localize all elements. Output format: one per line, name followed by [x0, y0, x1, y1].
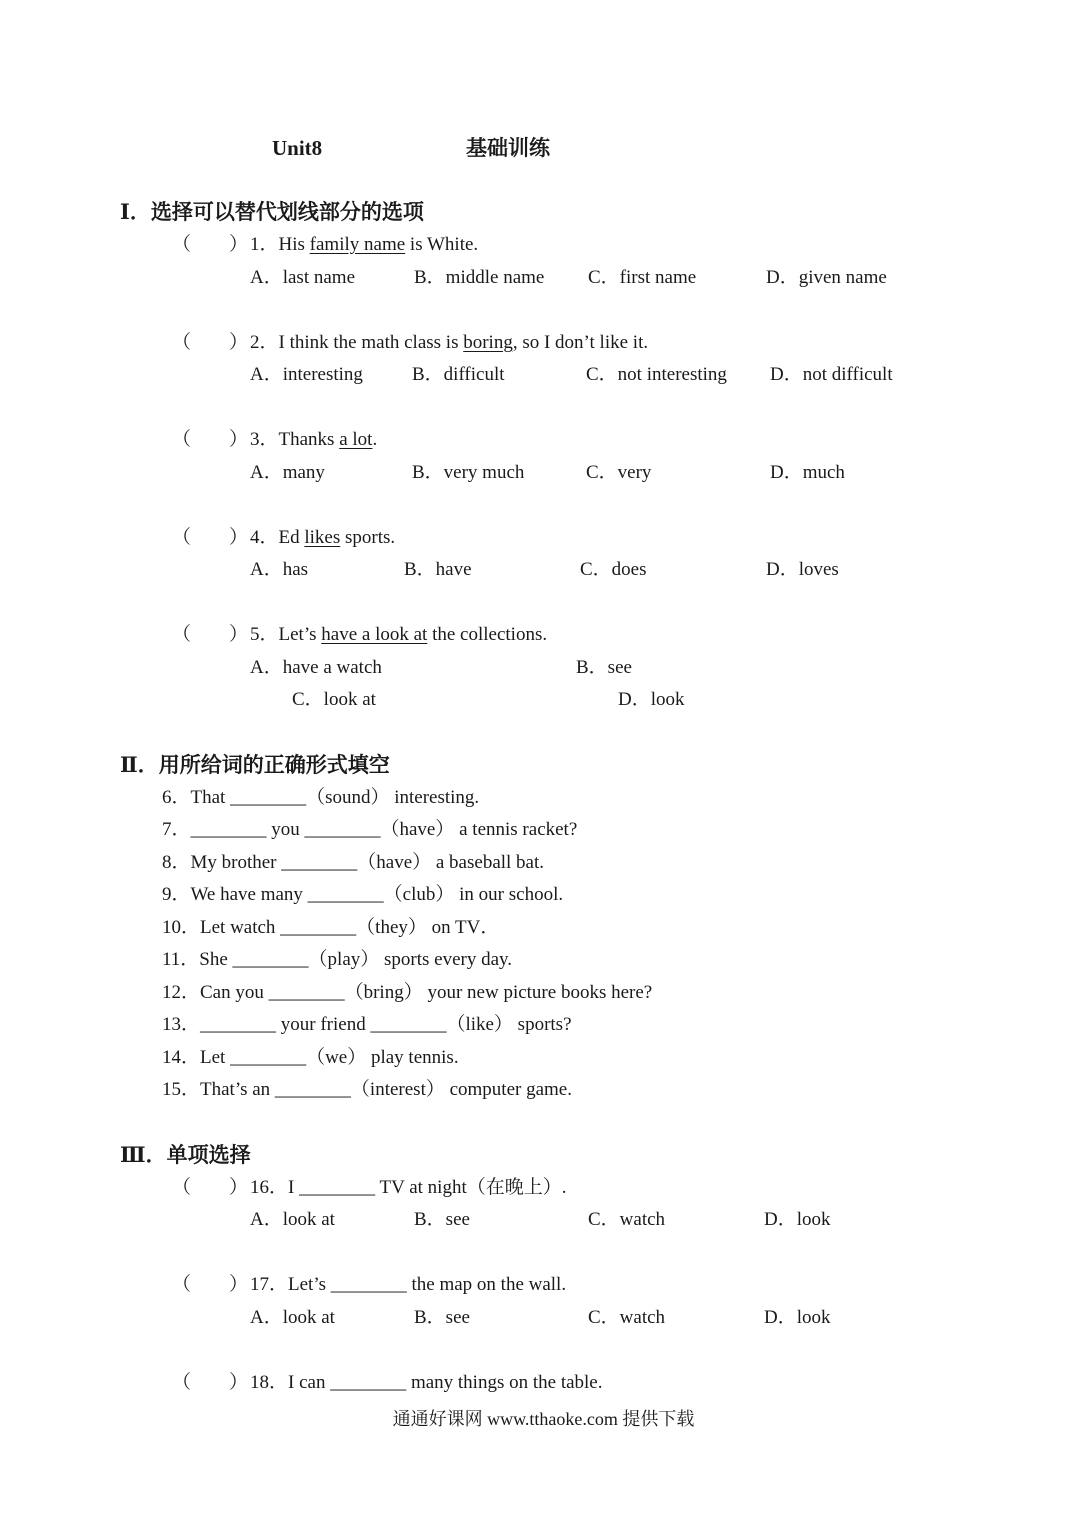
section-3-heading: Ⅲ．单项选择: [120, 1143, 251, 1167]
question-1: 1．His family name is White.: [250, 234, 479, 255]
question-18: 18．I can ________ many things on the table.: [250, 1372, 603, 1393]
fill-question: 13．________ your friend ________（like） sports?: [162, 1014, 572, 1035]
answer-paren: （ ）: [172, 1177, 249, 1198]
option-c: C．does: [580, 559, 647, 580]
answer-paren: （ ）: [172, 1274, 249, 1295]
option-b: B．see: [576, 657, 632, 678]
answer-paren: （ ）: [172, 527, 249, 548]
option-a: A．interesting: [250, 364, 363, 385]
option-b: B．middle name: [414, 267, 545, 288]
option-a: A．look at: [250, 1307, 335, 1328]
option-c: C．look at: [292, 689, 376, 710]
section-1-heading: Ⅰ．选择可以替代划线部分的选项: [120, 200, 424, 224]
answer-paren: （ ）: [172, 624, 249, 645]
option-d: D．given name: [766, 267, 887, 288]
fill-question: 9．We have many ________（club） in our school.: [162, 884, 564, 905]
unit-title: Unit8: [272, 136, 323, 160]
option-a: A．last name: [250, 267, 356, 288]
fill-question: 7．________ you ________（have） a tennis racket?: [162, 819, 578, 840]
option-b: B．see: [414, 1209, 470, 1230]
fill-question: 6．That ________（sound） interesting.: [162, 787, 480, 808]
option-a: A．look at: [250, 1209, 335, 1230]
answer-paren: （ ）: [172, 1372, 249, 1393]
option-c: C．first name: [588, 267, 697, 288]
worksheet-title: 基础训练: [466, 136, 550, 160]
fill-question: 12．Can you ________（bring） your new picture books here?: [162, 982, 653, 1003]
option-b: B．very much: [412, 462, 525, 483]
underlined-phrase: have a look at: [321, 624, 428, 645]
option-b: B．difficult: [412, 364, 505, 385]
underlined-phrase: boring: [463, 332, 513, 353]
option-d: D．loves: [766, 559, 839, 580]
fill-question: 14．Let ________（we） play tennis.: [162, 1047, 459, 1068]
fill-question: 11．She ________（play） sports every day.: [162, 949, 513, 970]
option-a: A．has: [250, 559, 309, 580]
underlined-phrase: likes: [304, 527, 341, 548]
question-2: 2．I think the math class is boring, so I don’t like it.: [250, 332, 649, 353]
option-c: C．watch: [588, 1209, 666, 1230]
option-b: B．see: [414, 1307, 470, 1328]
option-d: D．look: [618, 689, 685, 710]
option-d: D．much: [770, 462, 845, 483]
option-d: D．look: [764, 1307, 831, 1328]
fill-question: 15．That’s an ________（interest） computer game.: [162, 1079, 572, 1100]
question-17: 17．Let’s ________ the map on the wall.: [250, 1274, 567, 1295]
question-16: 16．I ________ TV at night（在晚上）.: [250, 1177, 567, 1198]
option-c: C．not interesting: [586, 364, 727, 385]
option-a: A．have a watch: [250, 657, 382, 678]
option-d: D．look: [764, 1209, 831, 1230]
answer-paren: （ ）: [172, 234, 249, 255]
question-3: 3．Thanks a lot.: [250, 429, 378, 450]
question-4: 4．Ed likes sports.: [250, 527, 396, 548]
option-c: C．very: [586, 462, 652, 483]
answer-paren: （ ）: [172, 332, 249, 353]
question-5: 5．Let’s have a look at the collections.: [250, 624, 548, 645]
answer-paren: （ ）: [172, 429, 249, 450]
option-a: A．many: [250, 462, 325, 483]
option-d: D．not difficult: [770, 364, 893, 385]
page-footer: 通通好课网 www.tthaoke.com 提供下载: [392, 1409, 695, 1429]
underlined-phrase: family name: [309, 234, 406, 255]
fill-question: 10．Let watch ________（they） on TV．: [162, 917, 500, 938]
option-b: B．have: [404, 559, 472, 580]
section-2-heading: Ⅱ．用所给词的正确形式填空: [120, 753, 390, 777]
fill-question: 8．My brother ________（have） a baseball bat.: [162, 852, 545, 873]
option-c: C．watch: [588, 1307, 666, 1328]
underlined-phrase: a lot: [339, 429, 373, 450]
